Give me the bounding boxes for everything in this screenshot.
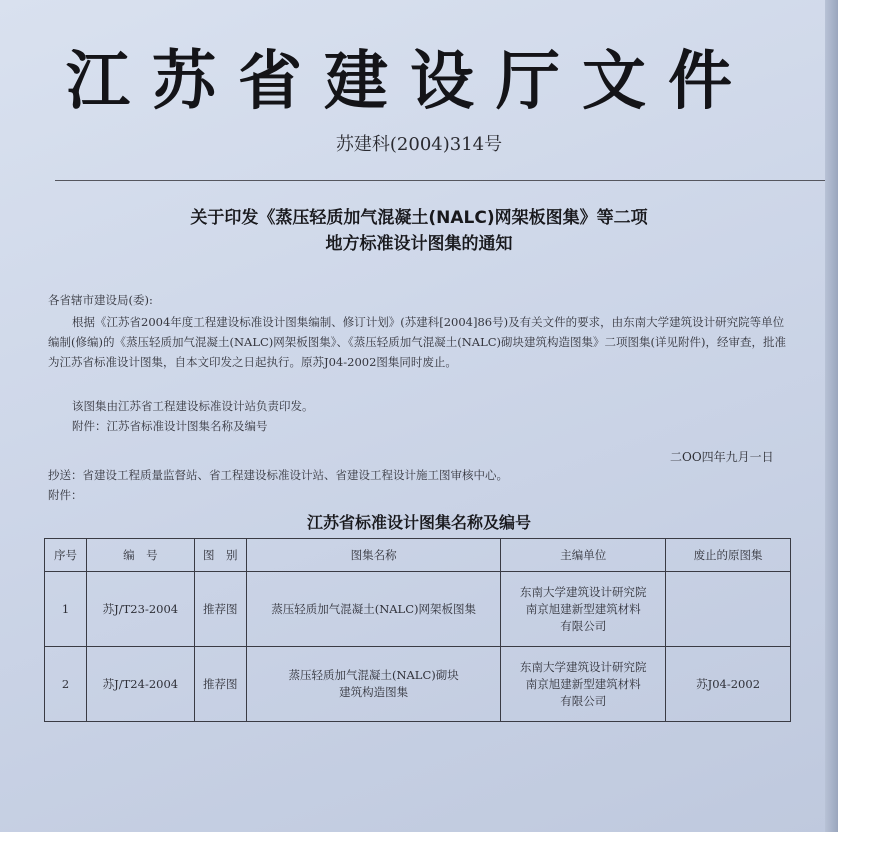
table-row bbox=[45, 572, 791, 647]
editor-line: 东南大学建筑设计研究院 bbox=[520, 659, 647, 674]
name-line: 建筑构造图集 bbox=[339, 685, 409, 699]
cell-number: 2 bbox=[45, 647, 87, 722]
attachment-note: 附件：江苏省标准设计图集名称及编号 bbox=[72, 419, 268, 433]
notice-title-line-2: 地方标准设计图集的通知 bbox=[325, 234, 513, 254]
header-cell-editor: 主编单位 bbox=[501, 539, 666, 572]
cell-replaced: 苏J04-2002 bbox=[666, 647, 791, 722]
cc-line: 抄送：省建设工程质量监督站、省工程建设标准设计站、省建设工程设计施工图审核中心。 bbox=[48, 468, 508, 482]
cell-name: 蒸压轻质加气混凝土(NALC)网架板图集 bbox=[246, 572, 501, 647]
cell-name bbox=[246, 647, 501, 722]
table-row bbox=[45, 647, 791, 722]
cell-code: 苏J/T24-2004 bbox=[86, 647, 194, 722]
notice-title-line-1: 关于印发《蒸压轻质加气混凝土(NALC)网架板图集》等二项 bbox=[190, 208, 648, 228]
header-cell-number: 序号 bbox=[45, 539, 87, 572]
table-title: 江苏省标准设计图集名称及编号 bbox=[306, 513, 531, 532]
body-paragraph-2: 该图集由江苏省工程建设标准设计站负责印发。 bbox=[72, 399, 314, 413]
name-line: 蒸压轻质加气混凝土(NALC)砌块 bbox=[288, 668, 459, 682]
salutation: 各省辖市建设局(委): bbox=[48, 293, 153, 307]
header-cell-category: 图 别 bbox=[194, 539, 246, 572]
header-cell-code: 编 号 bbox=[86, 539, 194, 572]
body-paragraph-1: 根据《江苏省2004年度工程建设标准设计图集编制、修订计划》(苏建科[2004]86号)及有关文件的要求，由东南大学建筑设计研究院等单位编制(修编)的《蒸压轻质加气混凝土(NALC)网架板图集》、《蒸压轻质加气混凝土(NALC)砌块建筑构造图集》二项图集(详见附件)，经审查，批准为江苏省标准设计图集，自本文印发之日起执行。原苏J04-2002图集同时废止。 bbox=[48, 315, 786, 369]
cell-replaced bbox=[666, 572, 791, 647]
editor-line: 有限公司 bbox=[560, 618, 607, 633]
editor-line: 有限公司 bbox=[560, 693, 607, 708]
editor-line: 东南大学建筑设计研究院 bbox=[520, 584, 647, 599]
standards-table bbox=[44, 538, 791, 722]
document-number: 苏建科(2004)314号 bbox=[335, 134, 503, 155]
header-cell-replaced: 废止的原图集 bbox=[666, 539, 791, 572]
cell-category: 推荐图 bbox=[194, 572, 246, 647]
header-divider bbox=[55, 180, 825, 181]
appendix-label: 附件： bbox=[48, 488, 83, 502]
cell-category: 推荐图 bbox=[194, 647, 246, 722]
signature-date: 二OO四年九月一日 bbox=[670, 450, 774, 464]
table-header-row bbox=[45, 539, 791, 572]
header-cell-name: 图集名称 bbox=[246, 539, 501, 572]
cell-number: 1 bbox=[45, 572, 87, 647]
cell-editor bbox=[501, 647, 666, 722]
editor-line: 南京旭建新型建筑材料 bbox=[525, 601, 641, 616]
notice-title bbox=[0, 205, 838, 257]
document-header-title: 江苏省建设厅文件 bbox=[66, 44, 754, 119]
cell-code: 苏J/T23-2004 bbox=[86, 572, 194, 647]
page-edge bbox=[825, 0, 838, 832]
editor-line: 南京旭建新型建筑材料 bbox=[525, 676, 641, 691]
cell-editor bbox=[501, 572, 666, 647]
